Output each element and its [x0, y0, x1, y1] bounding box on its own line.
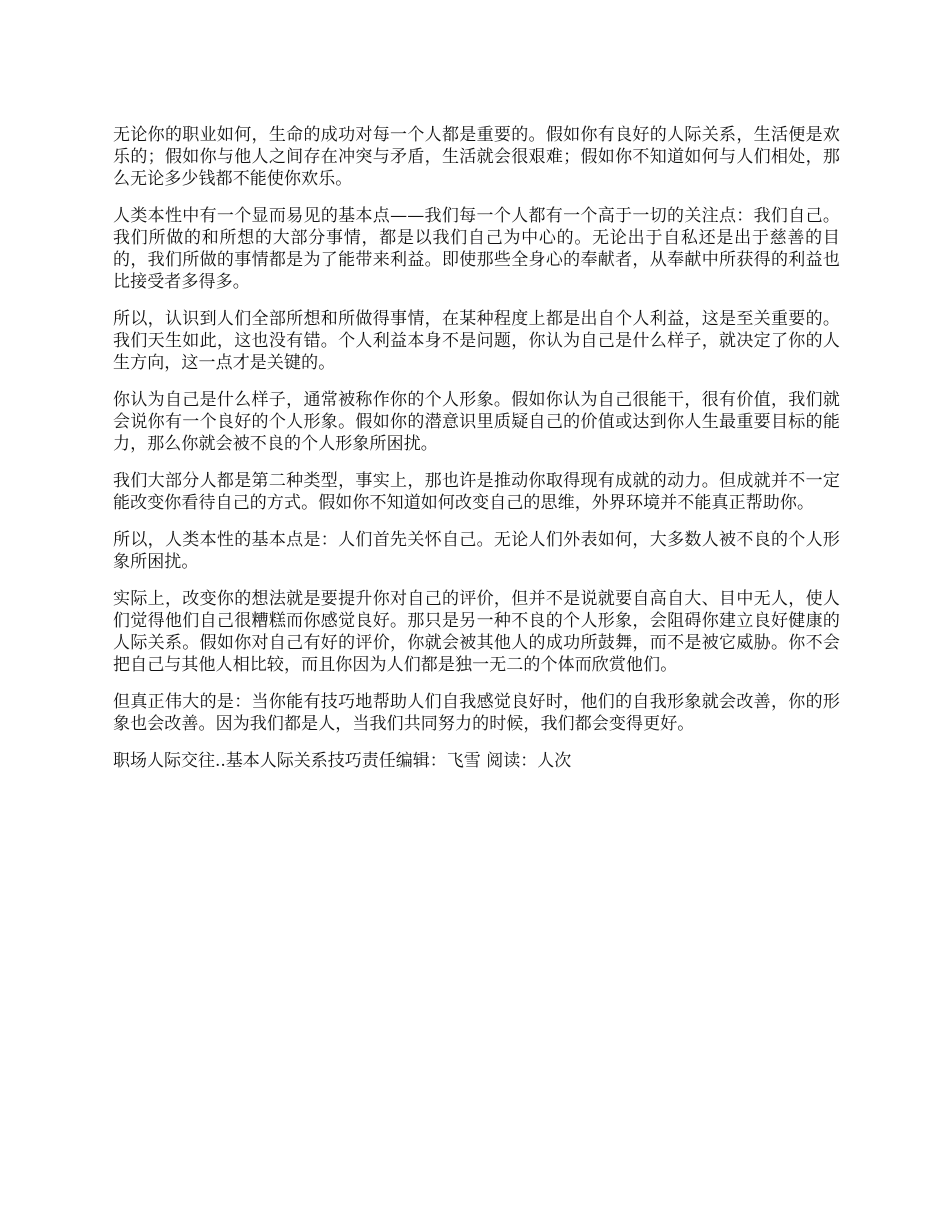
paragraph-4: 你认为自己是什么样子，通常被称作你的个人形象。假如你认为自己很能干，很有价值，我们就会说你有一个良好的个人形象。假如你的潜意识里质疑自己的价值或达到你人生最重要目标的能力，那么你就会被不良的个人形象所困扰。	[113, 390, 840, 454]
article-footer: 职场人际交往..基本人际关系技巧责任编辑：飞雪 阅读：人次	[113, 751, 572, 771]
paragraph-1: 无论你的职业如何，生命的成功对每一个人都是重要的。假如你有良好的人际关系，生活便是欢乐的；假如你与他人之间存在冲突与矛盾，生活就会很艰难；假如你不知道如何与人们相处，那么无论多少钱都不能使你欢乐。	[113, 125, 840, 189]
paragraph-6: 所以，人类本性的基本点是：人们首先关怀自己。无论人们外表如何，大多数人被不良的个人形象所困扰。	[113, 530, 840, 572]
paragraph-7: 实际上，改变你的想法就是要提升你对自己的评价，但并不是说就要自高自大、目中无人，使人们觉得他们自己很糟糕而你感觉良好。那只是另一种不良的个人形象，会阻碍你建立良好健康的人际关系。假如你对自己有好的评价，你就会被其他人的成功所鼓舞，而不是被它威胁。你不会把自己与其他人相比较，而且你因为人们都是独一无二的个体而欣赏他们。	[113, 589, 840, 675]
paragraph-8: 但真正伟大的是：当你能有技巧地帮助人们自我感觉良好时，他们的自我形象就会改善，你的形象也会改善。因为我们都是人，当我们共同努力的时候，我们都会变得更好。	[113, 692, 840, 734]
paragraph-5: 我们大部分人都是第二种类型，事实上，那也许是推动你取得现有成就的动力。但成就并不一定能改变你看待自己的方式。假如你不知道如何改变自己的思维，外界环境并不能真正帮助你。	[113, 471, 840, 513]
paragraph-2: 人类本性中有一个显而易见的基本点——我们每一个人都有一个高于一切的关注点：我们自己。我们所做的和所想的大部分事情，都是以我们自己为中心的。无论出于自私还是出于慈善的目的，我们所做的事情都是为了能带来利益。即使那些全身心的奉献者，从奉献中所获得的利益也比接受者多得多。	[113, 206, 840, 292]
paragraph-3: 所以，认识到人们全部所想和所做得事情，在某种程度上都是出自个人利益，这是至关重要的。我们天生如此，这也没有错。个人利益本身不是问题，你认为自己是什么样子，就决定了你的人生方向，这一点才是关键的。	[113, 309, 840, 373]
document-body	[113, 124, 840, 772]
